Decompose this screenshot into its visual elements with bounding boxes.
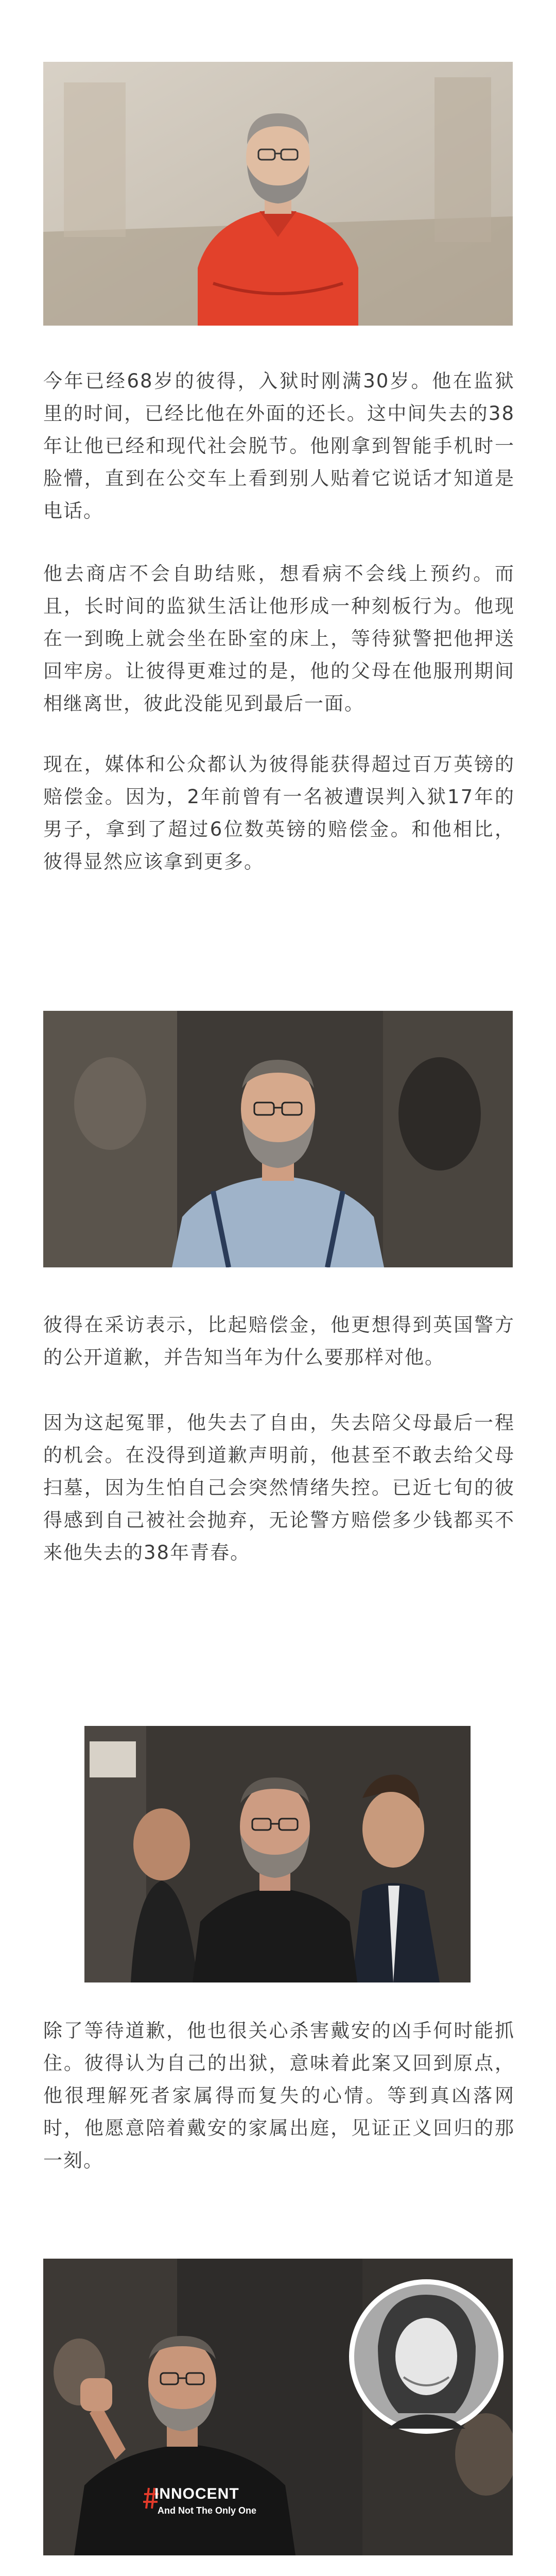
paragraph-3: 现在，媒体和公众都认为彼得能获得超过百万英镑的赔偿金。因为，2年前曾有一名被遭误判入狱17年的男子，拿到了超过6位数英镑的赔偿金。和他相比，彼得显然应该拿到更多。 bbox=[43, 753, 515, 873]
photo-peter-innocent-shirt bbox=[43, 2259, 513, 2555]
raised-fist-icon bbox=[80, 2378, 112, 2411]
shirt-slogan bbox=[154, 2484, 273, 2517]
paragraph-2: 他去商店不会自助结账，想看病不会线上预约。而且，长时间的监狱生活让他形成一种刻板行为。他现在一到晚上就会坐在卧室的床上，等待狱警把他押送回牢房。让彼得更难过的是，他的父母在他服刑期间相继离世，彼此没能见到最后一面。 bbox=[43, 563, 515, 715]
shirt-subtext: And Not The Only One bbox=[158, 2505, 256, 2516]
photo-peter-outdoor bbox=[43, 1011, 513, 1267]
photo-peter-crowd bbox=[84, 1726, 471, 1982]
paragraph-5: 因为这起冤罪，他失去了自由，失去陪父母最后一程的机会。在没得到道歉声明前，他甚至不敢去给父母扫墓，因为生怕自己会突然情绪失控。已近七旬的彼得感到自己被社会抛弃，无论警方赔偿多少钱都买不来他失去的38年青春。 bbox=[43, 1412, 515, 1564]
shirt-text: INNOCENT bbox=[154, 2485, 239, 2502]
paragraph-6: 除了等待道歉，他也很关心杀害戴安的凶手何时能抓住。彼得认为自己的出狱，意味着此案又回到原点，他很理解死者家属得而复失的心情。等到真凶落网时，他愿意陪着戴安的家属出庭，见证正义回归的那一刻。 bbox=[43, 2020, 515, 2172]
paragraph-4: 彼得在采访表示，比起赔偿金，他更想得到英国警方的公开道歉，并告知当年为什么要那样对他。 bbox=[43, 1314, 515, 1368]
paragraph-1: 今年已经68岁的彼得，入狱时刚满30岁。他在监狱里的时间，已经比他在外面的还长。这中间失去的38年让他已经和现代社会脱节。他刚拿到智能手机时一脸懵，直到在公交车上看到别人贴着它说话才知道是电话。 bbox=[43, 370, 515, 522]
courtroom-sketch-image bbox=[43, 62, 513, 326]
